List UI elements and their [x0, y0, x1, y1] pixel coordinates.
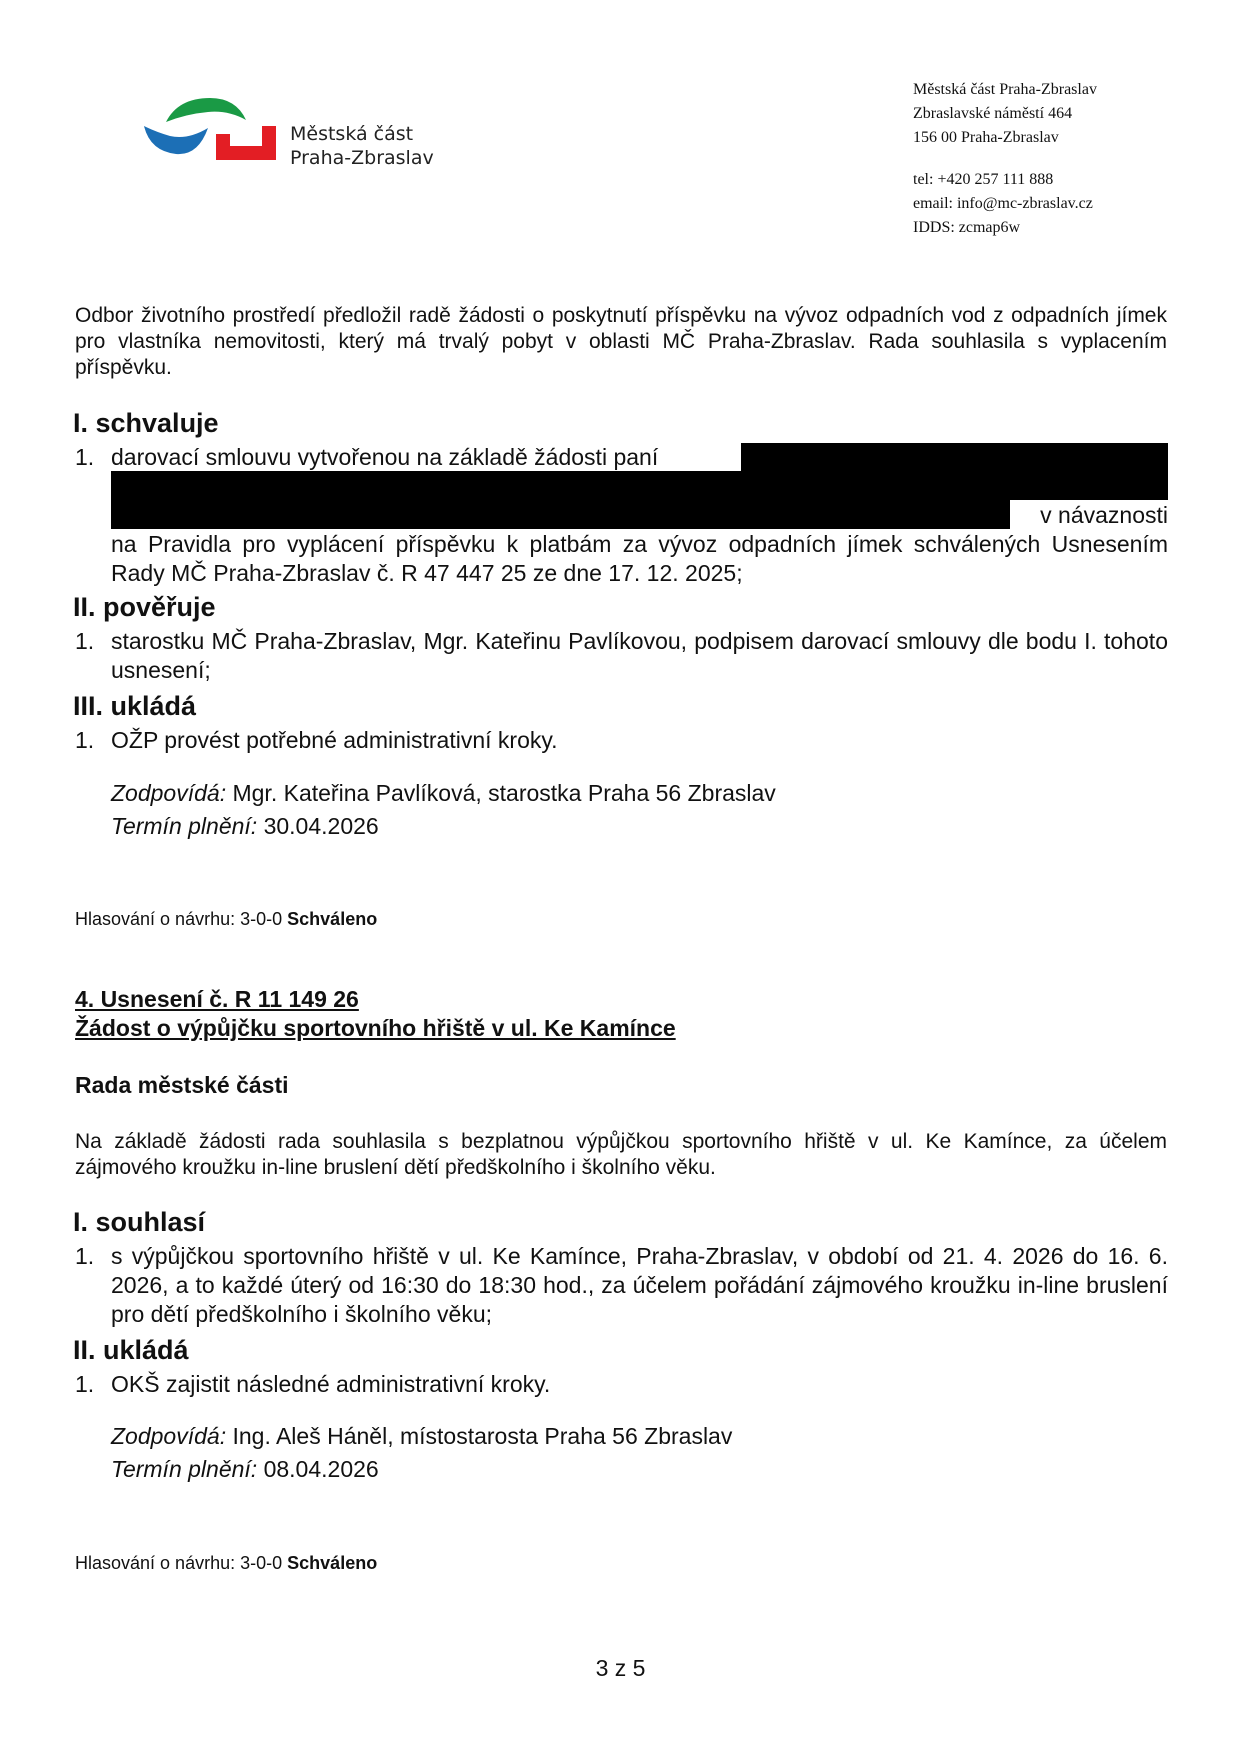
- redaction-bar: [111, 500, 1010, 529]
- vote-value: 3-0-0: [240, 909, 283, 929]
- logo-line1: Městská část: [290, 123, 414, 145]
- redaction-bar: [111, 471, 1168, 500]
- section3-item1-continuation: [75, 530, 1168, 588]
- address-line: Městská část Praha-Zbraslav: [913, 81, 1097, 98]
- term-label: Termín plnění:: [111, 813, 258, 839]
- logo-line2: Praha-Zbraslav: [290, 147, 434, 169]
- page-number: 3 z 5: [595, 1655, 646, 1681]
- logo-mark-icon: [138, 96, 288, 176]
- section4-number-title: 4. Usnesení č. R 11 149 26: [75, 986, 359, 1012]
- section4-responsibility: [111, 1420, 732, 1486]
- section3-item3: [75, 726, 1168, 755]
- section4-rada-heading: Rada městské části: [75, 1072, 289, 1098]
- section3-responsibility: [111, 777, 776, 843]
- vote-label: Hlasování o návrhu:: [75, 1553, 236, 1573]
- address-line: 156 00 Praha-Zbraslav: [913, 129, 1059, 146]
- section4-intro: Na základě žádosti rada souhlasila s bezplatnou výpůjčkou sportovního hřiště v ul. Ke Kamínce, za účelem zájmového kroužku in-line bruslení dětí předškolního i školního věku.: [75, 1130, 1167, 1179]
- vote-result: Schváleno: [287, 909, 378, 929]
- section3-heading-schvaluje: I. schvaluje: [73, 408, 219, 438]
- vote-label: Hlasování o návrhu:: [75, 909, 236, 929]
- item-number: 1.: [75, 444, 95, 470]
- item-number: 1.: [75, 727, 95, 753]
- contact-email: email: info@mc-zbraslav.cz: [913, 195, 1093, 212]
- resp-label: Zodpovídá:: [111, 780, 227, 806]
- section4-item1: [75, 1242, 1168, 1329]
- section4-item2: [75, 1370, 1168, 1399]
- resp-value: Ing. Aleš Háněl, místostarosta Praha 56 Zbraslav: [232, 1423, 733, 1449]
- contact-idds: IDDS: zcmap6w: [913, 219, 1021, 236]
- term-label: Termín plnění:: [111, 1456, 258, 1482]
- item1-text: s výpůjčkou sportovního hřiště v ul. Ke Kamínce, Praha-Zbraslav, v období od 21. 4. 2026 do 16. 6. 2026, a to každé úterý od 16:30 do 18:30 hod., za účelem pořádání zájmového kroužku in-line bruslení pro dětí předškolního i školního věku;: [111, 1243, 1168, 1327]
- section3-heading-poveruje: II. pověřuje: [73, 592, 216, 622]
- resp-label: Zodpovídá:: [111, 1423, 227, 1449]
- section4-heading-uklada: II. ukládá: [73, 1335, 189, 1365]
- item1-part1: darovací smlouvu vytvořenou na základě žádosti paní: [111, 444, 659, 470]
- section3-item2: [75, 627, 1168, 685]
- section4-subject-title: Žádost o výpůjčku sportovního hřiště v ul. Ke Kamínce: [75, 1015, 676, 1041]
- section4-heading-souhlasi: I. souhlasí: [73, 1207, 206, 1237]
- section3-heading-uklada: III. ukládá: [73, 691, 197, 721]
- item2-text: starostku MČ Praha-Zbraslav, Mgr. Kateřinu Pavlíkovou, podpisem darovací smlouvy dle bodu I. tohoto usnesení;: [111, 628, 1168, 683]
- item-number: 1.: [75, 628, 95, 654]
- item1-part2: v návaznosti: [1040, 502, 1168, 528]
- section3-vote: [75, 908, 377, 930]
- contact-phone: tel: +420 257 111 888: [913, 171, 1054, 188]
- municipality-logo: [138, 96, 458, 176]
- address-line: Zbraslavské náměstí 464: [913, 105, 1073, 122]
- redaction-bar: [741, 443, 1168, 471]
- section4-vote: [75, 1552, 377, 1574]
- vote-result: Schváleno: [287, 1553, 378, 1573]
- item1-part3: na Pravidla pro vyplácení příspěvku k platbám za vývoz odpadních jímek schválených Usnesením Rady MČ Praha-Zbraslav č. R 47 447 25 ze dne 17. 12. 2025;: [111, 531, 1168, 586]
- item2-text: OKŠ zajistit následné administrativní kroky.: [111, 1371, 551, 1397]
- item3-text: OŽP provést potřebné administrativní kroky.: [111, 727, 558, 753]
- term-value: 30.04.2026: [263, 813, 379, 839]
- resp-value: Mgr. Kateřina Pavlíková, starostka Praha 56 Zbraslav: [232, 780, 776, 806]
- section3-intro: Odbor životního prostředí předložil radě žádosti o poskytnutí příspěvku na vývoz odpadních vod z odpadních jímek pro vlastníka nemovitosti, který má trvalý pobyt v oblasti MČ Praha-Zbraslav. Rada souhlasila s vyplacením příspěvku.: [75, 304, 1167, 379]
- address-block: [913, 78, 1097, 240]
- logo-text: [290, 122, 434, 170]
- item-number: 1.: [75, 1243, 95, 1269]
- vote-value: 3-0-0: [240, 1553, 283, 1573]
- term-value: 08.04.2026: [263, 1456, 379, 1482]
- item-number: 1.: [75, 1371, 95, 1397]
